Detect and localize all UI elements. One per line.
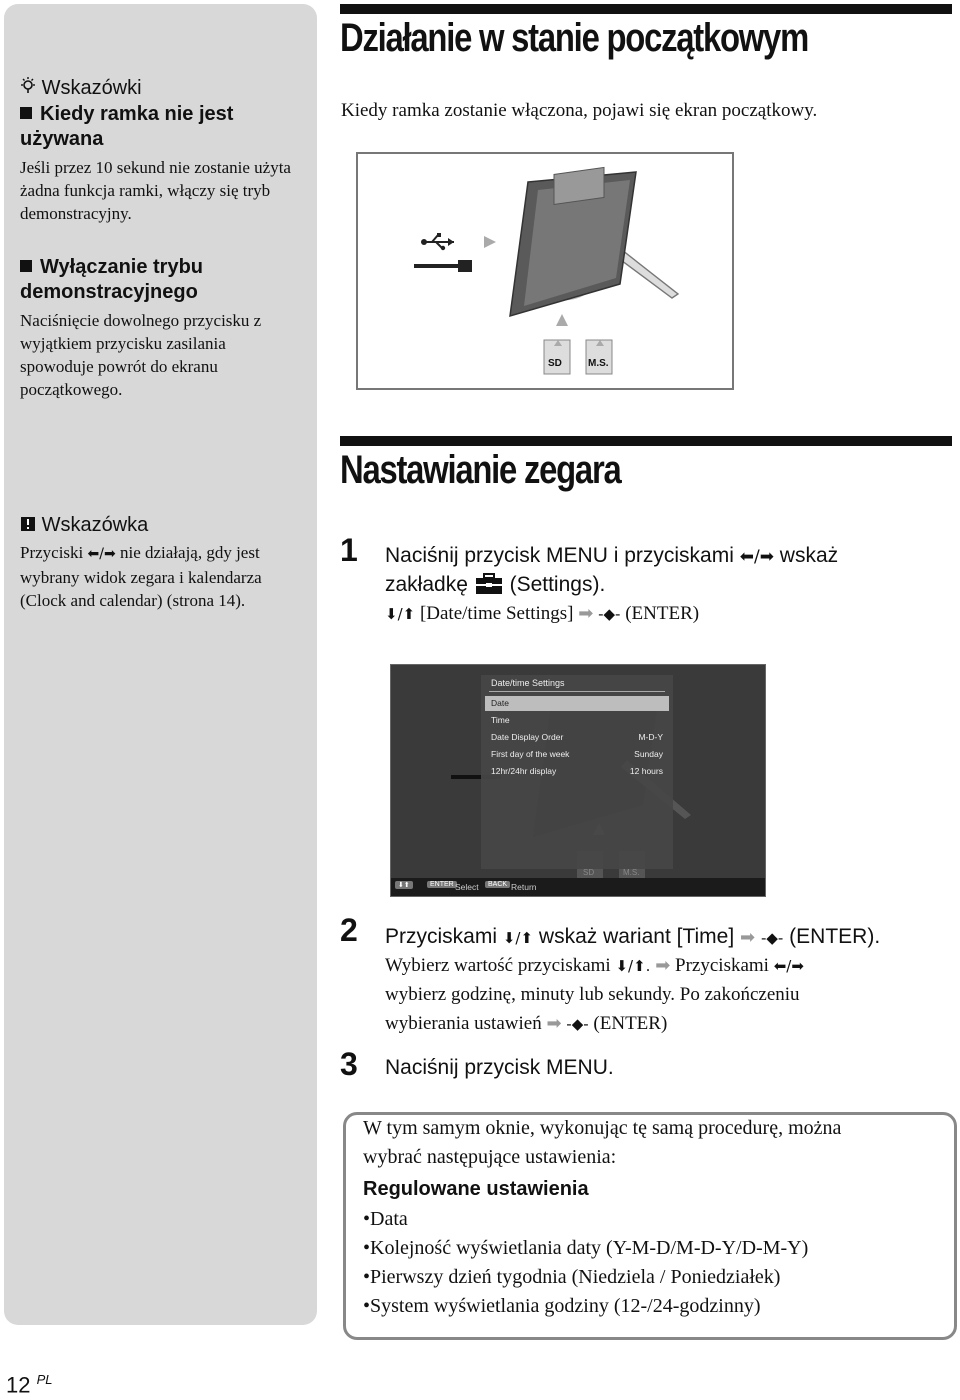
tip2-block [20, 514, 300, 612]
step1-line2-a: zakładkę [385, 573, 468, 596]
step1-line1-b: wskaż [779, 544, 839, 567]
menu-item-value: Sunday [634, 749, 663, 759]
menu-item-date[interactable] [485, 696, 669, 711]
heading-rule [340, 436, 952, 446]
tip2-heading [20, 514, 300, 537]
tip2-text [20, 541, 300, 612]
enter-key-badge: ENTER [427, 881, 457, 888]
step2-line2-a: Wybierz wartość przyciskami [385, 955, 611, 976]
menu-item-label: First day of the week [491, 749, 570, 759]
back-key-badge: BACK [485, 881, 510, 888]
square-bullet-icon [20, 107, 32, 119]
note-icon [20, 514, 42, 536]
enter-joystick-icon: -◆- [760, 929, 784, 947]
menu-footer-bar [391, 878, 765, 896]
step-number: 2 [340, 912, 358, 948]
menu-item-time[interactable] [485, 713, 669, 728]
page-language: PL [36, 1372, 53, 1387]
note-item: •Pierwszy dzień tygodnia (Niedziela / Poniedziałek) [363, 1266, 781, 1288]
square-bullet-icon [20, 260, 32, 272]
subhead-demo-off [20, 255, 300, 305]
enter-joystick-icon: -◆- [598, 605, 621, 623]
footer-select-label: Select [455, 882, 479, 892]
note-item: •Data [363, 1208, 408, 1230]
step1-line3-b: (ENTER) [625, 603, 700, 624]
menu-item-value: 12 hours [629, 766, 663, 776]
date-time-settings-menu [481, 675, 673, 869]
step2-line4-b: (ENTER) [593, 1013, 668, 1034]
left-right-arrows-icon: ⬅/➡ [739, 547, 774, 567]
settings-toolbox-icon [474, 573, 510, 596]
menu-item-hour-display[interactable] [485, 764, 669, 779]
note-item: •System wyświetlania godziny (12-/24-godzinny) [363, 1295, 761, 1317]
down-up-arrows-icon: ⬇/⬆ [385, 605, 416, 623]
step2-line2 [385, 951, 804, 981]
down-up-arrows-icon: ⬇/⬆. [615, 957, 651, 975]
step2-line1-b: wskaż wariant [Time] [538, 925, 735, 948]
lightbulb-icon [20, 77, 42, 99]
step2-line1 [385, 922, 880, 953]
step2-line4 [385, 1009, 667, 1039]
section-heading-clock: Nastawianie zegara [340, 448, 621, 492]
step-number: 3 [340, 1046, 358, 1082]
subhead-idle-text: Kiedy ramka nie jest używana [20, 103, 234, 150]
step3-text: Naciśnij przycisk MENU. [385, 1056, 614, 1079]
page-number-value: 12 [6, 1372, 31, 1398]
step-number: 1 [340, 532, 358, 568]
card-label-sd: SD [583, 868, 595, 877]
idle-text: Jeśli przez 10 sekund nie zostanie użyta żadna funkcja ramki, włączy się tryb demonstracyjny. [20, 158, 291, 223]
menu-title: Date/time Settings [491, 678, 565, 688]
step2-line4-a: wybierania ustawień [385, 1013, 542, 1034]
photo-frame-drawing [358, 154, 732, 388]
left-right-arrows-icon: ⬅/➡ [87, 546, 116, 562]
note-heading: Regulowane ustawienia [363, 1178, 589, 1200]
card-label-ms: M.S. [623, 868, 640, 877]
right-arrow-icon: ➡ [655, 955, 671, 976]
step1-line3 [385, 599, 699, 629]
note-line2: wybrać następujące ustawienia: [363, 1146, 617, 1168]
menu-divider [489, 691, 665, 692]
subhead-idle [20, 102, 300, 152]
down-up-arrows-icon: ⬇/⬆ [502, 929, 534, 947]
menu-item-label: 12hr/24hr display [491, 766, 557, 776]
note-line1: W tym samym oknie, wykonując tę samą procedurę, można [363, 1117, 842, 1139]
page-number [6, 1372, 53, 1398]
left-right-arrows-icon: ⬅/➡ [773, 957, 804, 975]
menu-screenshot [390, 664, 766, 897]
usb-icon [420, 232, 456, 257]
menu-item-label: Date [491, 698, 509, 708]
intro-text: Kiedy ramka zostanie włączona, pojawi się ekran początkowy. [341, 100, 818, 121]
footer-return-label: Return [511, 882, 537, 892]
card-label-sd: SD [548, 358, 562, 369]
menu-item-first-day[interactable] [485, 747, 669, 762]
subhead-demo-off-text: Wyłączanie trybu demonstracyjnego [20, 256, 204, 303]
step2-line2-b: Przyciskami [675, 955, 769, 976]
right-arrow-icon: ➡ [740, 927, 756, 948]
tips-block [20, 76, 300, 401]
step2-line1-a: Przyciskami [385, 925, 498, 948]
tip2-text-b: nie działają, gdy jest wybrany widok zegara i kalendarza (Clock and calendar) (strona 14). [20, 543, 262, 610]
menu-item-label: Time [491, 715, 510, 725]
step2-line1-c: (ENTER). [789, 925, 881, 948]
menu-item-value: M-D-Y [638, 732, 663, 742]
tip2-title: Wskazówka [41, 514, 149, 536]
step2-line3: wybierz godzinę, minuty lub sekundy. Po zakończeniu [385, 984, 800, 1005]
tips-title: Wskazówki [41, 77, 142, 99]
up-down-key-icon: ⬇⬆ [395, 881, 413, 889]
right-arrow-icon: ➡ [578, 603, 594, 624]
menu-item-label: Date Display Order [491, 732, 564, 742]
step1-line1-a: Naciśnij przycisk MENU i przyciskami [385, 544, 734, 567]
right-arrow-icon: ➡ [546, 1013, 562, 1034]
step1-line1 [385, 541, 838, 572]
tip2-text-a: Przyciski [20, 543, 84, 562]
step1-line3-a: [Date/time Settings] [419, 603, 574, 624]
frame-illustration [356, 152, 734, 390]
section-heading-initial: Działanie w stanie początkowym [340, 16, 809, 60]
tips-heading [20, 76, 300, 100]
note-item: •Kolejność wyświetlania daty (Y-M-D/M-D-Y/D-M-Y) [363, 1237, 809, 1259]
enter-joystick-icon: -◆- [566, 1015, 589, 1033]
card-label-ms: M.S. [588, 358, 609, 369]
step1-line2-b: (Settings). [509, 573, 606, 596]
menu-item-date-display-order[interactable] [485, 730, 669, 745]
heading-rule [340, 4, 952, 14]
step1-line2 [385, 570, 605, 599]
demo-off-text: Naciśnięcie dowolnego przycisku z wyjątkiem przycisku zasilania spowoduje powrót do ekranu początkowego. [20, 311, 262, 399]
